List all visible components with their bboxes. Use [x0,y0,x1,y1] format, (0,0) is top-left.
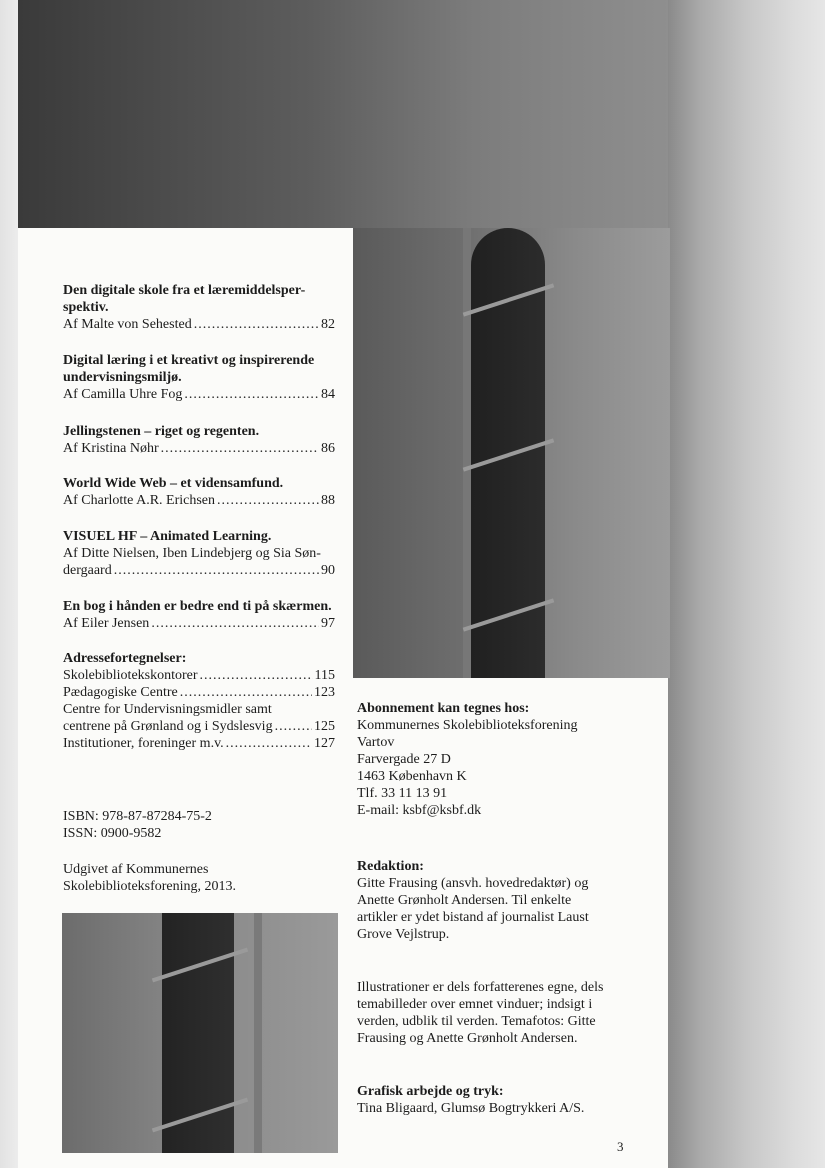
toc-page: 82 [321,317,335,332]
toc-title-cont: spektiv. [63,300,109,315]
print-heading: Grafisk arbejde og tryk: [357,1084,504,1099]
subscription-line: Tlf. 33 11 13 91 [357,786,448,801]
toc-title: Jellingstenen – riget og regenten. [63,424,260,439]
subscription-email: E-mail: ksbf@ksbf.dk [357,803,482,818]
leader-dots [275,718,312,735]
address-page: 127 [314,736,335,751]
isbn-block [63,808,335,842]
editorial-line: Grove Vejlstrup. [357,927,450,942]
toc-page: 97 [321,616,335,631]
toc-page: 88 [321,493,335,508]
toc-author-line [63,562,335,579]
subscription-line: Vartov [357,735,395,750]
address-label: Pædagogiske Centre [63,685,178,700]
toc-author-cont: dergaard [63,563,112,578]
print-block [357,1083,647,1117]
toc-title: Digital læring i et kreativt og inspirerende [63,353,315,368]
illustrations-line: Illustrationer er dels forfatterenes egne, dels [357,980,604,995]
leader-dots [217,492,319,509]
toc-title-cont: undervisningsmiljø. [63,370,182,385]
isbn: ISBN: 978-87-87284-75-2 [63,809,212,824]
subscription-heading: Abonnement kan tegnes hos: [357,701,530,716]
toc-title: En bog i hånden er bedre end ti på skærmen. [63,599,332,614]
leader-dots [180,684,312,701]
toc-entry [63,282,335,333]
illustrations-block [357,979,647,1047]
illustrations-line: temabilleder over emnet vinduer; indsigt i [357,997,593,1012]
scan-shadow-top [18,0,670,230]
illustrations-line: verden, udblik til verden. Temafotos: Gitte [357,1014,596,1029]
leader-dots [194,316,319,333]
issn: ISSN: 0900-9582 [63,826,162,841]
window-frame [463,228,471,678]
toc-entry [63,475,335,509]
editorial-block [357,858,647,943]
toc-author-line [63,316,335,333]
print-line: Tina Bligaard, Glumsø Bogtrykkeri A/S. [357,1101,585,1116]
toc-entry [63,423,335,457]
publisher-block [63,861,335,895]
toc-author: Af Camilla Uhre Fog [63,387,183,402]
leader-dots [161,440,319,457]
address-label: centrene på Grønland og i Sydslesvig [63,719,273,734]
address-item [63,718,335,735]
address-item [63,667,335,684]
toc-author: Af Ditte Nielsen, Iben Lindebjerg og Sia Søn- [63,546,321,561]
toc-author: Af Charlotte A.R. Erichsen [63,493,216,508]
toc-page: 86 [321,441,335,456]
toc-author: Af Malte von Sehested [63,317,192,332]
subscription-line: Farvergade 27 D [357,752,451,767]
toc-author-line [63,440,335,457]
leader-dots [226,735,312,752]
window-photo-bottom [62,913,338,1153]
toc-author-line [63,615,335,632]
toc-entry [63,352,335,403]
window-frame [254,913,262,1153]
address-page: 123 [314,685,335,700]
address-label: Skolebibliotekskontorer [63,668,198,683]
leader-dots [184,386,319,403]
toc-title: VISUEL HF – Animated Learning. [63,529,272,544]
toc-author-line [63,386,335,403]
address-heading: Adressefortegnelser: [63,651,187,666]
toc-entry [63,598,335,632]
toc-author: Af Kristina Nøhr [63,441,159,456]
subscription-block [357,700,647,819]
address-page: 125 [314,719,335,734]
publisher-line: Skolebiblioteksforening, 2013. [63,879,237,894]
address-item: Centre for Undervisningsmidler samt [63,702,272,717]
address-label: Institutioner, foreninger m.v. [63,736,224,751]
subscription-line: Kommunernes Skolebiblioteksforening [357,718,578,733]
address-page: 115 [314,668,335,683]
address-item [63,735,335,752]
toc-page: 90 [321,563,335,578]
address-list [63,650,335,752]
address-item [63,684,335,701]
toc-author: Af Eiler Jensen [63,616,150,631]
editorial-line: artikler er ydet bistand af journalist Laust [357,910,589,925]
leader-dots [151,615,319,632]
leader-dots [200,667,313,684]
page-number: 3 [617,1139,624,1154]
toc-author-line [63,492,335,509]
leader-dots [114,562,319,579]
window-photo-top [353,228,670,678]
editorial-line: Anette Grønholt Andersen. Til enkelte [357,893,572,908]
publisher-line: Udgivet af Kommunernes [63,862,209,877]
toc-title: Den digitale skole fra et læremiddelsper- [63,283,306,298]
editorial-heading: Redaktion: [357,859,424,874]
subscription-line: 1463 København K [357,769,467,784]
illustrations-line: Frausing og Anette Grønholt Andersen. [357,1031,578,1046]
toc-entry [63,528,335,579]
toc-page: 84 [321,387,335,402]
editorial-line: Gitte Frausing (ansvh. hovedredaktør) og [357,876,589,891]
toc-title: World Wide Web – et vidensamfund. [63,476,284,491]
scan-left-edge [0,0,18,1168]
scan-shadow-right [668,0,825,1168]
